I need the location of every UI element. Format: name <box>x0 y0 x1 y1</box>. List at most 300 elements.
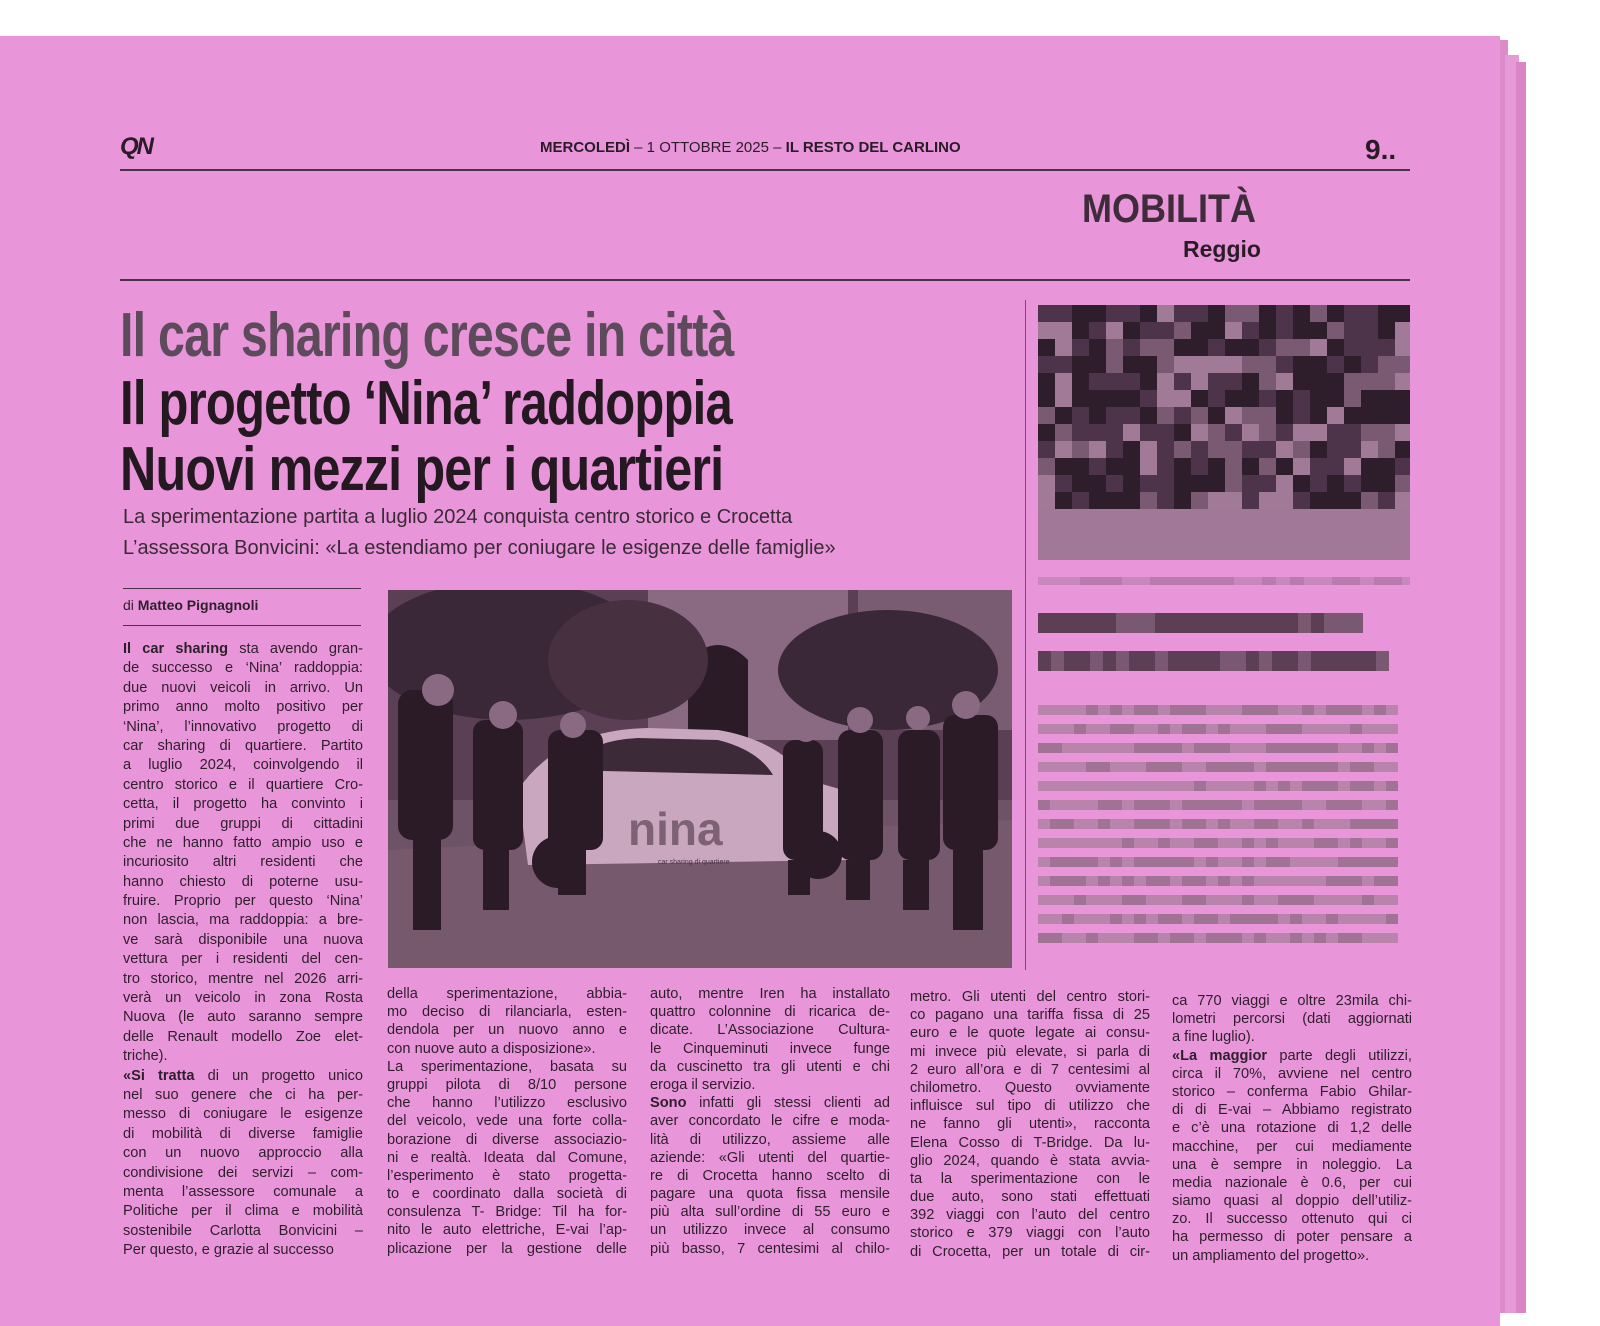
pixelated-text <box>1326 933 1338 943</box>
pixelated-text <box>1254 762 1266 772</box>
pixelated-text <box>1218 914 1230 924</box>
pixelated-title <box>1142 651 1155 671</box>
pixelated-text <box>1170 895 1182 905</box>
pixelated-text <box>1158 819 1170 829</box>
pixelated-title <box>1168 613 1181 633</box>
pixelated-text <box>1098 781 1110 791</box>
pixelated-text <box>1362 914 1374 924</box>
photo-pixel <box>1225 356 1242 373</box>
pixelated-text <box>1314 781 1326 791</box>
pixelated-text <box>1062 876 1074 886</box>
pixelated-text <box>1134 819 1146 829</box>
pixelated-title <box>1207 613 1220 633</box>
pixelated-text <box>1218 895 1230 905</box>
photo-pixel <box>1191 305 1208 322</box>
pixelated-text <box>1134 781 1146 791</box>
photo-pixel <box>1395 509 1410 526</box>
pixelated-text <box>1098 876 1110 886</box>
pixelated-text <box>1230 876 1242 886</box>
text-line: con nuove auto a disposizione». <box>387 1040 596 1057</box>
pixelated-text <box>1290 838 1302 848</box>
pixelated-caption <box>1402 577 1410 585</box>
photo-pixel <box>1072 322 1089 339</box>
pixelated-text <box>1086 800 1098 810</box>
text-line: messo di coniugare le esigenze <box>123 1106 363 1123</box>
pixelated-text <box>1302 743 1314 753</box>
pixelated-text <box>1122 724 1134 734</box>
pixelated-text <box>1146 705 1158 715</box>
photo-pixel <box>1055 543 1072 560</box>
photo-pixel <box>1140 339 1157 356</box>
pixelated-text <box>1290 895 1302 905</box>
pixelated-text <box>1182 933 1194 943</box>
pixelated-text <box>1230 933 1242 943</box>
pixelated-text <box>1350 705 1362 715</box>
text-line: consulenza T- Bridge: Til ha for- <box>387 1204 627 1221</box>
pixelated-text <box>1350 838 1362 848</box>
pixelated-text <box>1302 933 1314 943</box>
text-line: Elena Cosso di T-Bridge. Da lu- <box>910 1134 1150 1151</box>
pixelated-text <box>1242 800 1254 810</box>
pixelated-text <box>1038 838 1050 848</box>
photo-pixel <box>1310 458 1327 475</box>
pixelated-text <box>1242 895 1254 905</box>
pixelated-text <box>1362 857 1374 867</box>
pixelated-text <box>1362 705 1374 715</box>
text-line <box>1172 1047 1412 1065</box>
photo-pixel <box>1208 373 1225 390</box>
pixelated-text <box>1314 705 1326 715</box>
photo-pixel <box>1259 509 1276 526</box>
photo-pixel <box>1123 543 1140 560</box>
pixelated-text <box>1230 895 1242 905</box>
text-line: a fine luglio). <box>1172 1029 1255 1046</box>
photo-pixel <box>1378 492 1395 509</box>
pixelated-text <box>1278 838 1290 848</box>
blurred-sidebar-article <box>1038 305 1410 965</box>
text-line: pagare una quota fissa mensile <box>650 1186 890 1203</box>
photo-pixel <box>1225 526 1242 543</box>
photo-pixel <box>1191 509 1208 526</box>
photo-pixel <box>1259 475 1276 492</box>
weekday: MERCOLEDÌ <box>540 139 630 156</box>
photo-pixel <box>1089 305 1106 322</box>
pixelated-text <box>1254 857 1266 867</box>
pixelated-title <box>1220 613 1233 633</box>
photo-pixel <box>1208 441 1225 458</box>
pixelated-text <box>1146 933 1158 943</box>
photo-pixel <box>1327 356 1344 373</box>
text-line: vettura per i residenti del cen- <box>123 951 363 968</box>
photo-pixel <box>1225 339 1242 356</box>
photo-pixel <box>1259 390 1276 407</box>
pixelated-text <box>1182 914 1194 924</box>
text-line: primo anno molto positivo per <box>123 699 363 716</box>
photo-pixel <box>1140 441 1157 458</box>
photo-pixel <box>1310 543 1327 560</box>
pixelated-text <box>1170 705 1182 715</box>
pixelated-text <box>1062 724 1074 734</box>
pixelated-text <box>1302 781 1314 791</box>
pixelated-text <box>1362 895 1374 905</box>
pixelated-text <box>1194 819 1206 829</box>
photo-pixel <box>1191 356 1208 373</box>
text-line: ha permesso di poter pensare a <box>1172 1229 1412 1246</box>
pixelated-text <box>1110 914 1122 924</box>
photo-pixel <box>1208 305 1225 322</box>
pixelated-text <box>1158 800 1170 810</box>
pixelated-text <box>1362 819 1374 829</box>
text-line: fruire. Proprio per questo ‘Nina’ <box>123 893 363 910</box>
pixelated-text <box>1110 743 1122 753</box>
pixelated-text <box>1350 819 1362 829</box>
pixelated-title <box>1272 651 1285 671</box>
photo-pixel <box>1276 441 1293 458</box>
photo-pixel <box>1344 424 1361 441</box>
photo-pixel <box>1293 441 1310 458</box>
pixelated-title <box>1116 651 1129 671</box>
photo-pixel <box>1327 543 1344 560</box>
pixelated-title <box>1272 613 1285 633</box>
text-line: auto, mentre Iren ha installato <box>650 986 890 1002</box>
photo-pixel <box>1140 390 1157 407</box>
headline-secondary: Nuovi mezzi per i quartieri <box>120 435 724 504</box>
photo-pixel <box>1395 322 1410 339</box>
photo-pixel <box>1395 339 1410 356</box>
pixelated-text <box>1122 819 1134 829</box>
photo-pixel <box>1055 322 1072 339</box>
pixelated-text <box>1326 743 1338 753</box>
pixelated-text <box>1254 895 1266 905</box>
photo-pixel <box>1157 305 1174 322</box>
pixelated-text <box>1146 838 1158 848</box>
pixelated-text <box>1338 914 1350 924</box>
pixelated-caption <box>1290 577 1304 585</box>
photo-pixel <box>1395 441 1410 458</box>
photo-pixel <box>1242 407 1259 424</box>
pixelated-text <box>1302 705 1314 715</box>
photo-pixel <box>1208 339 1225 356</box>
photo-pixel <box>1208 543 1225 560</box>
pixelated-text <box>1362 743 1374 753</box>
photo-pixel <box>1276 322 1293 339</box>
photo-pixel <box>1225 305 1242 322</box>
pixelated-caption <box>1346 577 1360 585</box>
photo-pixel <box>1344 356 1361 373</box>
pixelated-text <box>1254 743 1266 753</box>
pixelated-text <box>1158 781 1170 791</box>
pixelated-text <box>1290 800 1302 810</box>
pixelated-text <box>1362 724 1374 734</box>
photo-pixel <box>1140 492 1157 509</box>
photo-pixel <box>1293 509 1310 526</box>
pixelated-text <box>1266 705 1278 715</box>
photo-pixel <box>1208 407 1225 424</box>
photo-pixel <box>1174 492 1191 509</box>
photo-pixel <box>1225 543 1242 560</box>
photo-pixel <box>1242 475 1259 492</box>
pixelated-text <box>1314 914 1326 924</box>
pixelated-text <box>1374 762 1386 772</box>
photo-pixel <box>1191 322 1208 339</box>
pixelated-caption <box>1234 577 1248 585</box>
photo-pixel <box>1327 475 1344 492</box>
pixelated-text <box>1350 857 1362 867</box>
text-line: due auto, sono stati effettuati <box>910 1189 1150 1206</box>
photo-pixel <box>1395 492 1410 509</box>
photo-pixel <box>1395 543 1410 560</box>
qn-logo: QN <box>120 133 152 160</box>
pixelated-text <box>1110 857 1122 867</box>
photo-pixel <box>1123 526 1140 543</box>
photo-pixel <box>1344 339 1361 356</box>
pixelated-text <box>1386 933 1398 943</box>
pixelated-text <box>1386 819 1398 829</box>
section-rule <box>120 279 1410 281</box>
photo-pixel <box>1038 373 1055 390</box>
text-line: 392 viaggi con l’auto del centro <box>910 1207 1150 1224</box>
pixelated-text <box>1218 800 1230 810</box>
lead-in: Il car sharing <box>123 641 229 657</box>
pixelated-title <box>1194 651 1207 671</box>
pixelated-text <box>1278 895 1290 905</box>
photo-pixel <box>1344 492 1361 509</box>
pixelated-text <box>1206 895 1218 905</box>
text-line: eroga il servizio. <box>650 1076 756 1093</box>
pixelated-text <box>1086 914 1098 924</box>
photo-pixel <box>1259 543 1276 560</box>
pixelated-text <box>1386 800 1398 810</box>
photo-pixel <box>1157 441 1174 458</box>
photo-pixel <box>1259 441 1276 458</box>
pixelated-text <box>1206 743 1218 753</box>
pixelated-text <box>1122 762 1134 772</box>
photo-pixel <box>1242 339 1259 356</box>
photo-pixel <box>1276 492 1293 509</box>
pixelated-text <box>1086 819 1098 829</box>
pixelated-text <box>1038 933 1050 943</box>
photo-pixel <box>1157 339 1174 356</box>
pixelated-text <box>1038 895 1050 905</box>
pixelated-text <box>1242 933 1254 943</box>
text-line: dicate. L’Associazione Cultura- <box>650 1022 890 1039</box>
pixelated-text <box>1254 781 1266 791</box>
pixelated-text <box>1146 762 1158 772</box>
photo-pixel <box>1072 424 1089 441</box>
pixelated-text <box>1182 781 1194 791</box>
photo-pixel <box>1123 424 1140 441</box>
pixelated-text <box>1194 724 1206 734</box>
pixelated-title <box>1155 613 1168 633</box>
pixelated-text <box>1086 838 1098 848</box>
author-name: Matteo Pignagnoli <box>137 597 259 613</box>
pixelated-text <box>1338 933 1350 943</box>
pixelated-title <box>1090 651 1103 671</box>
photo-pixel <box>1157 424 1174 441</box>
pixelated-text <box>1338 857 1350 867</box>
pixelated-title <box>1207 651 1220 671</box>
pixelated-text <box>1158 914 1170 924</box>
photo-pixel <box>1225 322 1242 339</box>
photo-pixel <box>1174 509 1191 526</box>
pixelated-text <box>1086 933 1098 943</box>
photo-pixel <box>1191 458 1208 475</box>
photo-pixel <box>1157 526 1174 543</box>
pixelated-text <box>1074 743 1086 753</box>
pixelated-text <box>1206 705 1218 715</box>
photo-pixel <box>1293 526 1310 543</box>
photo-pixel <box>1089 373 1106 390</box>
pixelated-text <box>1230 857 1242 867</box>
pixelated-text <box>1062 838 1074 848</box>
pixelated-text <box>1374 933 1386 943</box>
pixelated-text <box>1302 724 1314 734</box>
pixelated-text <box>1314 895 1326 905</box>
photo-pixel <box>1089 339 1106 356</box>
photo-pixel <box>1276 526 1293 543</box>
pixelated-text <box>1170 876 1182 886</box>
pixelated-text <box>1218 762 1230 772</box>
pixelated-text <box>1062 800 1074 810</box>
photo-pixel <box>1225 441 1242 458</box>
pixelated-title <box>1324 613 1337 633</box>
pixelated-text <box>1230 781 1242 791</box>
text-line: di mobilità di diverse famiglie <box>123 1125 363 1142</box>
pixelated-text <box>1038 762 1050 772</box>
photo-pixel <box>1055 407 1072 424</box>
pixelated-title <box>1350 613 1363 633</box>
photo-pixel <box>1378 424 1395 441</box>
photo-pixel <box>1395 458 1410 475</box>
photo-pixel <box>1378 441 1395 458</box>
photo-pixel <box>1038 441 1055 458</box>
photo-pixel <box>1378 543 1395 560</box>
photo-pixel <box>1361 305 1378 322</box>
text-line: glio 2024, quando è stata avvia- <box>910 1152 1150 1169</box>
photo-pixel <box>1140 475 1157 492</box>
pixelated-title <box>1090 613 1103 633</box>
pixelated-text <box>1182 762 1194 772</box>
pixelated-title <box>1246 613 1259 633</box>
photo-pixel <box>1361 390 1378 407</box>
photo-scene <box>388 590 1012 968</box>
pixelated-text <box>1218 743 1230 753</box>
pixelated-caption <box>1192 577 1206 585</box>
pixelated-text <box>1218 838 1230 848</box>
text-line: due nuovi veicoli in arrivo. Un <box>123 679 363 696</box>
pixelated-text <box>1122 857 1134 867</box>
pixelated-text <box>1290 762 1302 772</box>
photo-pixel <box>1191 441 1208 458</box>
pixelated-text <box>1182 743 1194 753</box>
photo-pixel <box>1276 407 1293 424</box>
photo-pixel <box>1225 475 1242 492</box>
photo-pixel <box>1106 526 1123 543</box>
pixelated-text <box>1362 876 1374 886</box>
pixelated-caption <box>1262 577 1276 585</box>
photo-pixel <box>1378 305 1395 322</box>
text-line: ne fanno gli utenti», racconta <box>910 1116 1150 1133</box>
pixelated-text <box>1074 800 1086 810</box>
line-text: infatti gli stessi clienti ad <box>686 1095 890 1112</box>
pixelated-title <box>1129 613 1142 633</box>
photo-pixel <box>1344 441 1361 458</box>
photo-pixel <box>1174 424 1191 441</box>
text-line: ‘Nina’, l’innovativo progetto di <box>123 718 363 735</box>
pixelated-text <box>1206 933 1218 943</box>
pixelated-text <box>1350 743 1362 753</box>
photo-pixel <box>1259 458 1276 475</box>
text-line: La sperimentazione, basata su <box>387 1058 627 1075</box>
text-line <box>123 640 363 659</box>
photo-pixel <box>1259 492 1276 509</box>
text-line: di Crocetta, per un totale di cir- <box>910 1243 1150 1260</box>
pixelated-text <box>1050 705 1062 715</box>
photo-pixel <box>1225 373 1242 390</box>
photo-pixel <box>1276 373 1293 390</box>
photo-pixel <box>1123 305 1140 322</box>
pixelated-text <box>1254 933 1266 943</box>
pixelated-text <box>1062 914 1074 924</box>
pixelated-text <box>1146 895 1158 905</box>
pixelated-text <box>1326 914 1338 924</box>
photo-pixel <box>1310 475 1327 492</box>
photo-pixel <box>1259 339 1276 356</box>
dateline <box>540 139 961 156</box>
photo-pixel <box>1259 322 1276 339</box>
pixelated-text <box>1326 895 1338 905</box>
text-line: co pagano una tariffa fissa di 25 <box>910 1007 1150 1024</box>
photo-pixel <box>1242 424 1259 441</box>
photo-pixel <box>1259 356 1276 373</box>
text-line: hanno chiesto di poterne usu- <box>123 873 363 890</box>
text-line: lometri percorsi (dati aggiornati <box>1172 1011 1412 1028</box>
photo-pixel <box>1344 543 1361 560</box>
pixelated-text <box>1194 743 1206 753</box>
pixelated-text <box>1242 724 1254 734</box>
text-line: centro storico e il quartiere Cro- <box>123 776 363 793</box>
pixelated-text <box>1134 857 1146 867</box>
pixelated-title <box>1168 651 1181 671</box>
pixelated-text <box>1386 724 1398 734</box>
photo-pixel <box>1378 322 1395 339</box>
pixelated-text <box>1110 895 1122 905</box>
pixelated-text <box>1182 857 1194 867</box>
pixelated-text <box>1314 743 1326 753</box>
pixelated-text <box>1302 895 1314 905</box>
photo-pixel <box>1038 407 1055 424</box>
pixelated-text <box>1206 857 1218 867</box>
pixelated-text <box>1194 705 1206 715</box>
photo-pixel <box>1055 441 1072 458</box>
pixelated-text <box>1098 933 1110 943</box>
photo-pixel <box>1327 322 1344 339</box>
text-line: triche). <box>123 1048 168 1065</box>
photo-pixel <box>1072 305 1089 322</box>
pixelated-caption <box>1094 577 1108 585</box>
text-line: menta l’assessore comunale a <box>123 1183 363 1200</box>
pixelated-text <box>1278 762 1290 772</box>
pixelated-title <box>1155 651 1168 671</box>
photo-pixel <box>1276 390 1293 407</box>
photo-pixel <box>1038 492 1055 509</box>
pixelated-text <box>1338 876 1350 886</box>
text-line: verà un veicolo in zona Rosta <box>123 990 363 1007</box>
pixelated-text <box>1194 914 1206 924</box>
pixelated-text <box>1098 914 1110 924</box>
photo-pixel <box>1242 305 1259 322</box>
pixelated-text <box>1062 762 1074 772</box>
